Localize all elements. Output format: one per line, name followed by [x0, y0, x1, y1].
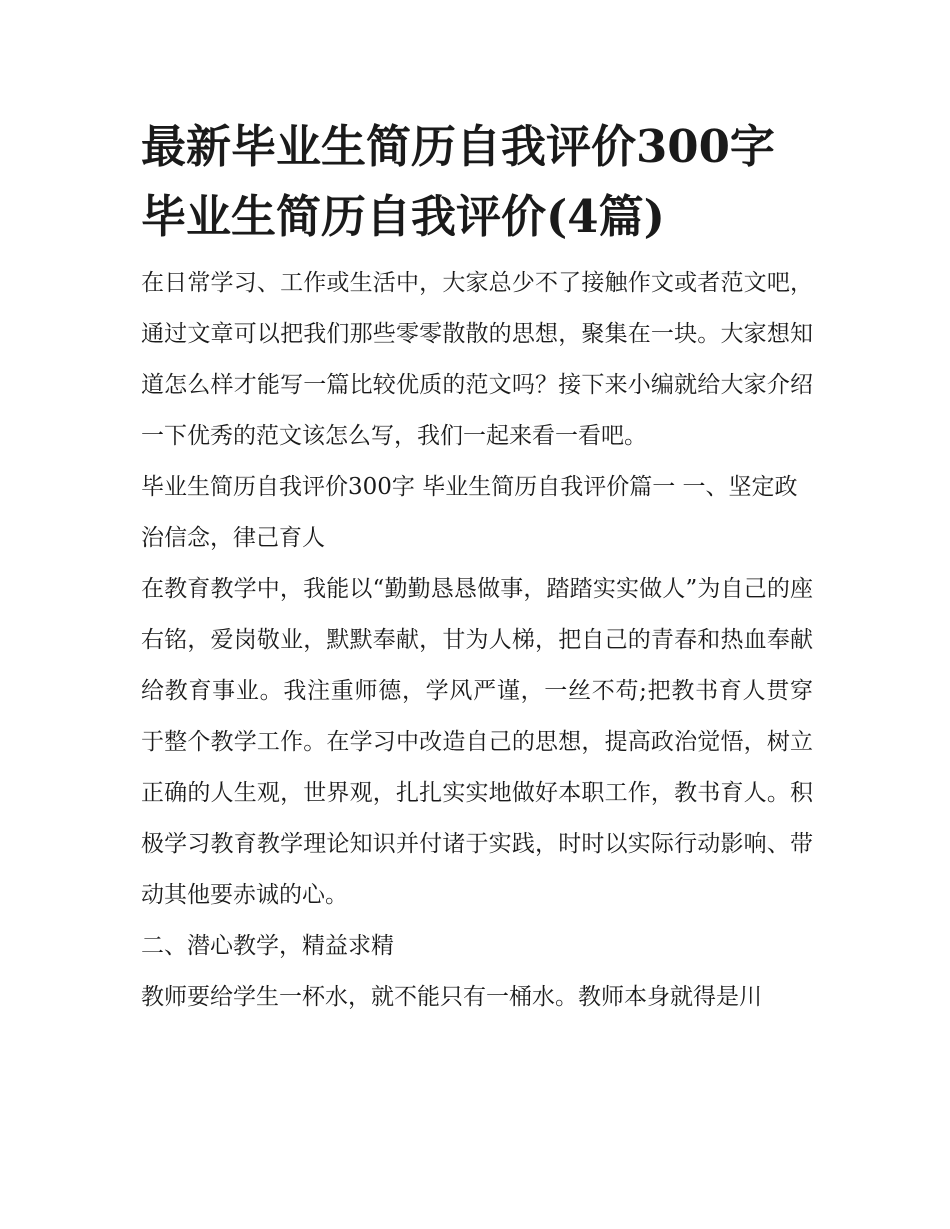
body-paragraph-1: 在教育教学中，我能以“勤勤恳恳做事，踏踏实实做人”为自己的座右铭，爱岗敬业，默默奉献，甘为人梯，把自己的青春和热血奉献给教育事业。我注重师德，学风严谨，一丝不苟;把教书育人贯穿于整个教学工作。在学习中改造自己的思想，提高政治觉悟，树立正确的人生观，世界观，扎扎实实地做好本职工作，教书育人。积极学习教育教学理论知识并付诸于实践，时时以实际行动影响、带动其他要赤诚的心。 [141, 576, 813, 908]
subheading-2: 二、潜心教学，精益求精 [141, 933, 394, 959]
section-heading: 毕业生简历自我评价300字 毕业生简历自我评价篇一 一、坚定政治信念，律己育人 [141, 474, 798, 551]
document-title: 最新毕业生简历自我评价300字 毕业生简历自我评价(4篇) [141, 120, 775, 243]
intro-paragraph: 在日常学习、工作或生活中，大家总少不了接触作文或者范文吧，通过文章可以把我们那些零零散散的思想，聚集在一块。大家想知道怎么样才能写一篇比较优质的范文吗？接下来小编就给大家介绍一下优秀的范文该怎么写，我们一起来看一看吧。 [141, 270, 813, 449]
document-page [141, 112, 813, 1023]
body-paragraph-2: 教师要给学生一杯水，就不能只有一桶水。教师本身就得是川 [141, 984, 762, 1010]
